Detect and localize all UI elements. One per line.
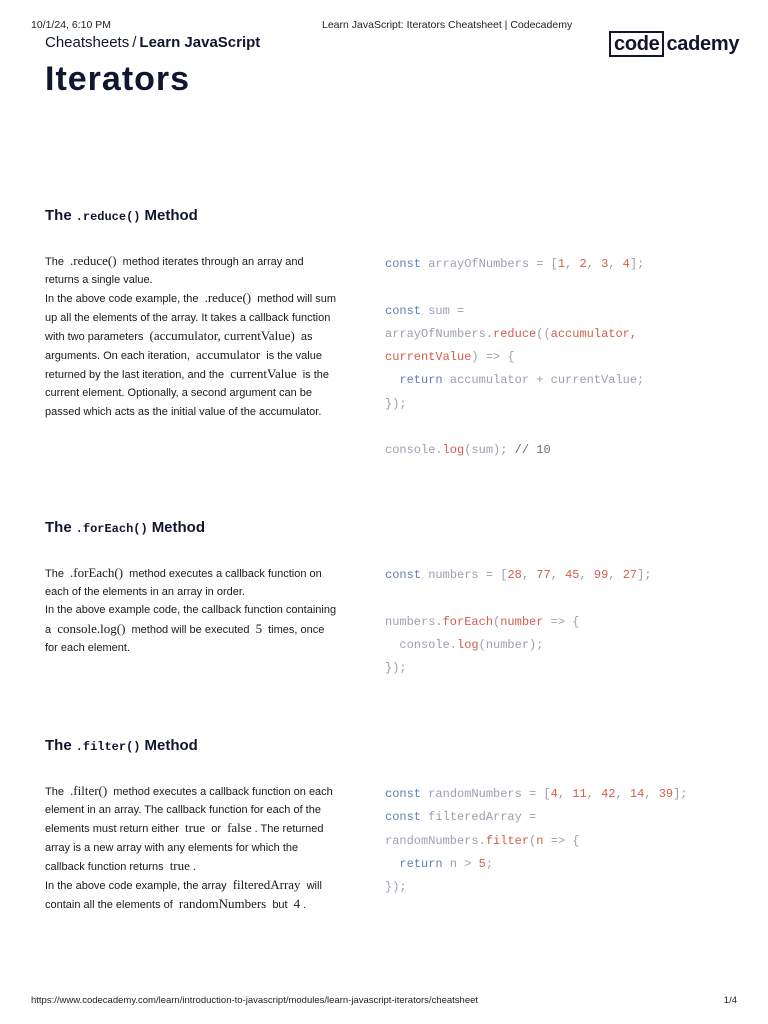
logo-boxed-text: code (609, 31, 664, 57)
text: is the value returned by the last iteration, and the (45, 350, 322, 382)
code-text: randomNumbers = [ (421, 787, 551, 801)
code-text: ]; (637, 568, 652, 582)
heading-prefix: The (45, 207, 72, 224)
inline-code: currentValue (230, 366, 297, 382)
heading-prefix: The (45, 519, 72, 536)
code-text: randomNumbers. (385, 833, 486, 848)
filter-paragraph-1 (45, 782, 337, 876)
text: or (211, 823, 222, 836)
code-number: 3 (601, 257, 609, 271)
code-text: numbers = [ (421, 568, 508, 582)
foreach-paragraph-2 (45, 601, 337, 657)
code-param: n (536, 833, 544, 848)
inline-code: .filter() (70, 783, 108, 798)
code-line (385, 300, 644, 323)
inline-code: true (169, 857, 190, 873)
code-number: 42 (601, 787, 616, 801)
code-text: numbers. (385, 614, 443, 629)
code-keyword: const (385, 303, 422, 318)
code-number: 39 (658, 787, 674, 801)
code-text: , (608, 568, 623, 582)
code-blank-line (385, 276, 644, 299)
code-line (385, 783, 688, 806)
code-number: 4 (622, 257, 630, 271)
code-blank-line (385, 416, 644, 439)
code-comment: // 10 (514, 443, 551, 458)
text: method executes a callback function on each of the elements in an array in order. (45, 568, 322, 599)
code-number: 28 (507, 568, 522, 582)
text: . (192, 860, 196, 873)
code-function: filter (485, 833, 530, 848)
heading-code: .reduce() (75, 210, 141, 224)
text: The (45, 568, 64, 580)
reduce-section-heading (45, 207, 198, 224)
code-text: n > (442, 856, 479, 871)
code-function: reduce (493, 326, 537, 341)
inline-code: 5 (255, 620, 263, 636)
code-text: arrayOfNumbers = [ (421, 257, 558, 271)
code-text: ]; (673, 787, 688, 801)
text: is the current element. Optionally, a second argument can be passed which acts as the initial value of the accumulator. (45, 369, 330, 418)
code-line: }); (385, 880, 407, 895)
code-keyword: const (385, 568, 422, 582)
logo-rest-text: cademy (666, 33, 740, 55)
heading-suffix: Method (144, 737, 198, 754)
inline-code: true (184, 820, 206, 836)
text: as arguments. On each iteration, (45, 330, 313, 363)
heading-code: .filter() (75, 740, 141, 754)
code-text: (( (536, 326, 551, 341)
print-url: https://www.codecademy.com/learn/introduction-to-javascript/modules/learn-javascript-iterators/cheatsheet (31, 995, 479, 1006)
code-line: }); (385, 396, 407, 411)
code-line (385, 634, 652, 657)
code-line (385, 439, 644, 462)
code-text: , (586, 787, 602, 801)
filter-section-heading (45, 737, 198, 754)
code-text: ( (493, 614, 501, 629)
print-page-title: Learn JavaScript: Iterators Cheatsheet | Codecademy (322, 19, 573, 31)
code-text: sum = (421, 303, 465, 318)
inline-code: console.log() (57, 620, 126, 636)
code-text: , (557, 787, 573, 801)
text: The (45, 786, 64, 798)
code-line (385, 346, 644, 369)
reduce-paragraph-1 (45, 252, 337, 289)
heading-suffix: Method (144, 207, 198, 224)
code-text: , (521, 568, 537, 582)
foreach-section-heading (45, 519, 205, 536)
code-text: console. (385, 637, 458, 652)
text: method executes a callback function on each element in an array. The callback function for each of the elements must return either (45, 786, 333, 836)
code-line (385, 611, 652, 634)
code-blank-line (385, 587, 652, 610)
code-text: , (579, 568, 594, 582)
code-text: , (615, 787, 630, 801)
inline-code: filteredArray (232, 877, 301, 893)
code-text: accumulator + currentValue; (442, 373, 645, 388)
foreach-paragraph-1 (45, 564, 337, 601)
text: . (303, 899, 307, 912)
code-text: , (550, 568, 566, 582)
code-keyword: return (399, 856, 443, 871)
text: In the above code example, the array (45, 880, 227, 893)
code-number: 45 (565, 568, 580, 582)
breadcrumb-separator: / (132, 34, 137, 51)
code-line (385, 853, 688, 876)
text: In the above example code, the callback function containing a (45, 604, 337, 636)
breadcrumb-cheatsheets-link[interactable]: Cheatsheets (45, 34, 130, 51)
breadcrumb-learn-javascript-link[interactable]: Learn JavaScript (139, 34, 261, 51)
code-text: , (565, 257, 580, 271)
code-text: arrayOfNumbers. (385, 326, 494, 341)
code-text: , (608, 257, 623, 271)
inline-code: randomNumbers (178, 896, 267, 912)
code-text: ]; (629, 257, 645, 271)
code-line (385, 806, 688, 829)
code-text: ) => { (471, 350, 515, 365)
heading-code: .forEach() (75, 522, 148, 536)
code-text: (number); (478, 637, 544, 652)
foreach-description (45, 564, 337, 657)
text: The (45, 256, 64, 268)
code-param: number (500, 614, 544, 629)
code-text: (sum); (464, 443, 515, 458)
code-text: ; (485, 856, 494, 871)
code-keyword: const (385, 787, 422, 801)
reduce-description (45, 252, 337, 421)
code-keyword: return (399, 373, 443, 388)
code-number: 4 (550, 787, 558, 801)
code-number: 2 (579, 257, 587, 271)
codecademy-logo[interactable] (609, 31, 739, 57)
inline-code: (accumulator, currentValue) (149, 327, 295, 343)
text: times, once for each element. (45, 623, 325, 654)
code-number: 1 (557, 257, 566, 271)
filter-code-example (385, 783, 688, 899)
code-text: , (586, 257, 602, 271)
code-text: ( (529, 833, 537, 848)
code-keyword: const (385, 810, 422, 825)
breadcrumb (45, 34, 260, 51)
code-function: log (442, 443, 465, 458)
heading-prefix: The (45, 737, 72, 754)
code-line (385, 323, 644, 346)
code-text: console. (385, 443, 443, 458)
code-number: 5 (478, 856, 486, 871)
inline-code: accumulator (195, 347, 261, 363)
text: . The returned array is a new array with any elements for which the callback function returns (45, 823, 324, 873)
code-text: , (644, 787, 659, 801)
page-title: Iterators (45, 60, 191, 98)
inline-code: false (227, 820, 252, 836)
code-line (385, 564, 652, 587)
code-text: => { (543, 614, 580, 629)
inline-code: .forEach() (70, 565, 124, 580)
code-number: 27 (622, 568, 638, 582)
code-keyword: const (385, 257, 422, 271)
text: but (272, 899, 288, 912)
text: method will sum up all the elements of the array. It takes a callback function with two parameters (45, 293, 337, 343)
foreach-code-example (385, 564, 652, 680)
code-number: 11 (572, 787, 587, 801)
code-text: filteredArray = (421, 810, 537, 825)
inline-code: .reduce() (204, 290, 252, 306)
code-function: log (457, 637, 479, 652)
code-line (385, 369, 644, 392)
code-number: 14 (629, 787, 645, 801)
code-line (385, 253, 644, 276)
code-line (385, 830, 688, 853)
text: will contain all the elements of (45, 880, 322, 912)
code-param: accumulator, (550, 326, 638, 341)
inline-code: 4 (293, 896, 301, 912)
code-number: 99 (593, 568, 609, 582)
code-line: }); (385, 661, 407, 676)
reduce-code-example (385, 253, 644, 463)
inline-code: .reduce() (70, 253, 117, 268)
reduce-paragraph-2 (45, 289, 337, 420)
code-text: => { (543, 833, 580, 848)
code-function: forEach (442, 614, 494, 629)
text: method iterates through an array and returns a single value. (45, 256, 304, 287)
code-number: 77 (536, 568, 551, 582)
heading-suffix: Method (151, 519, 206, 536)
print-datetime: 10/1/24, 6:10 PM (31, 19, 111, 31)
filter-description (45, 782, 337, 914)
text: method will be executed (131, 623, 250, 636)
text: In the above code example, the (45, 293, 199, 306)
code-param: currentValue (385, 350, 472, 365)
filter-paragraph-2 (45, 876, 337, 914)
print-page-number: 1/4 (723, 995, 737, 1006)
